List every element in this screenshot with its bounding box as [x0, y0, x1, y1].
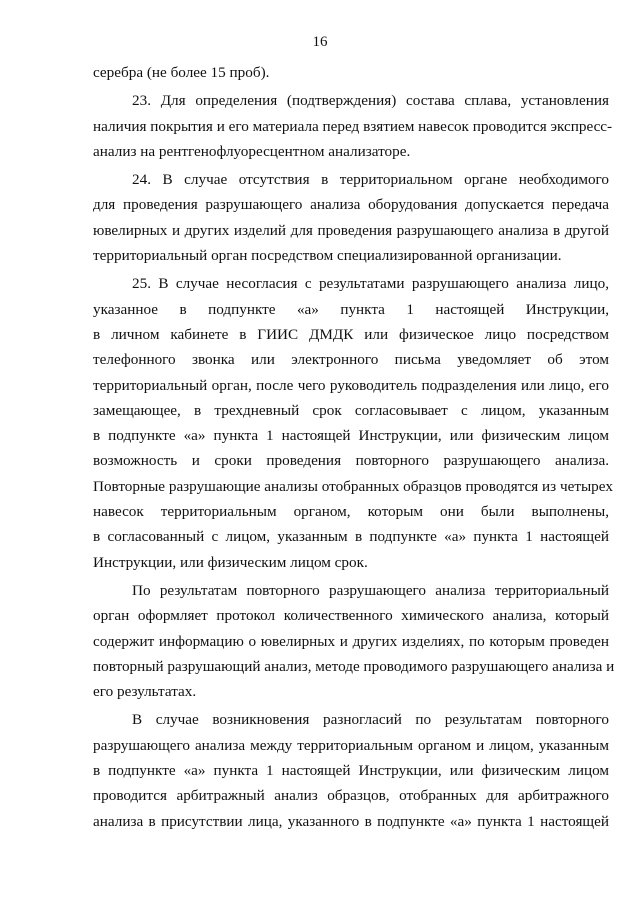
text-line: В случае возникновения разногласий по результатам повторного — [132, 711, 609, 729]
text-line: замещающее, в трехдневный срок согласовывает с лицом, указанным — [93, 401, 609, 419]
text-line: 23. Для определения (подтверждения) состава сплава, установления — [132, 92, 609, 110]
text-line: содержит информацию о ювелирных и других изделиях, по которым проведен — [93, 632, 609, 650]
paragraph-results — [93, 578, 615, 704]
text-line: орган оформляет протокол количественного химического анализа, который — [93, 607, 609, 625]
text-line: территориальный орган, после чего руководитель подразделения или лицо, его — [93, 376, 609, 394]
text-line: территориальный орган посредством специализированной организации. — [93, 247, 562, 265]
text-line: его результатах. — [93, 683, 197, 701]
text-line: повторный разрушающий анализ, методе проводимого разрушающего анализа и — [93, 657, 615, 675]
text-line: анализ на рентгенофлуоресцентном анализаторе. — [93, 142, 411, 160]
text-line: возможность и сроки проведения повторного разрушающего анализа. — [93, 452, 609, 470]
text-line: в личном кабинете в ГИИС ДМДК или физическое лицо посредством — [93, 325, 609, 343]
paragraph-23 — [93, 88, 613, 164]
text-line: наличия покрытия и его материала перед взятием навесок проводится экспресс- — [93, 117, 613, 135]
text-line: проводится арбитражный анализ образцов, отобранных для арбитражного — [93, 787, 609, 805]
paragraph-25 — [93, 271, 613, 575]
text-line: Повторные разрушающие анализы отобранных образцов проводятся из четырех — [93, 477, 613, 495]
text-line: в подпункте «а» пункта 1 настоящей Инструкции, или физическим лицом — [93, 762, 609, 780]
text-line: серебра (не более 15 проб). — [93, 64, 270, 81]
text-line: Инструкции, или физическим лицом срок. — [93, 553, 368, 571]
text-line: разрушающего анализа между территориальным органом и лицом, указанным — [93, 736, 609, 754]
text-line: для проведения разрушающего анализа оборудования допускается передача — [93, 196, 609, 214]
text-line: анализа в присутствии лица, указанного в подпункте «а» пункта 1 настоящей — [93, 812, 609, 830]
text-line: ювелирных и других изделий для проведения разрушающего анализа в другой — [93, 221, 609, 239]
text-line: в согласованный с лицом, указанным в подпункте «а» пункта 1 настоящей — [93, 528, 609, 546]
paragraph-24 — [93, 167, 609, 268]
page-number: 16 — [312, 34, 328, 50]
text-line: указанное в подпункте «а» пункта 1 настоящей Инструкции, — [93, 300, 609, 318]
paragraph-disagreement — [93, 707, 609, 833]
text-line: навесок территориальным органом, которым они были выполнены, — [93, 503, 609, 521]
paragraph-continuation — [93, 60, 609, 85]
text-line: телефонного звонка или электронного письма уведомляет об этом — [93, 351, 609, 369]
text-line: По результатам повторного разрушающего анализа территориальный — [132, 581, 609, 599]
text-line: 24. В случае отсутствия в территориальном органе необходимого — [132, 171, 609, 189]
text-line: 25. В случае несогласия с результатами разрушающего анализа лицо, — [132, 275, 609, 293]
document-body — [93, 60, 615, 834]
text-line: в подпункте «а» пункта 1 настоящей Инструкции, или физическим лицом — [93, 427, 609, 445]
